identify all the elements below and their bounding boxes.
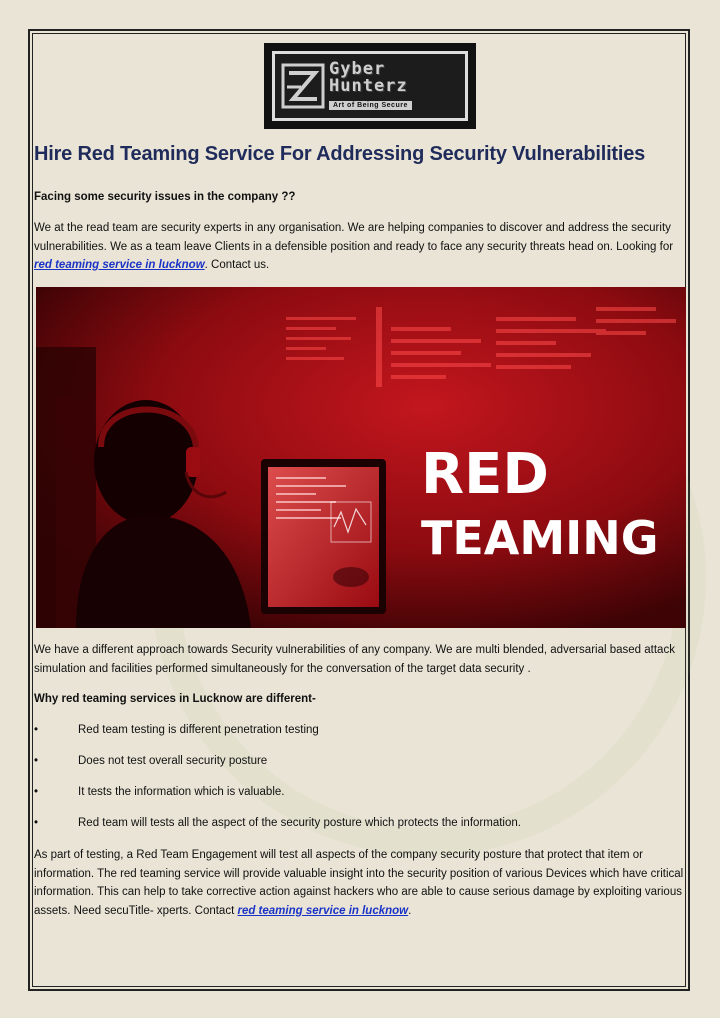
hero-headline-teaming: TEAMING: [421, 511, 659, 565]
intro-text: We at the read team are security experts in any organisation. We are helping companies to discover and address the security vulnerabilities. We as a team leave Clients in a defensible position and ready to face any security threats head on. Looking for: [34, 222, 674, 253]
logo-line1: Gyber: [329, 59, 386, 79]
intro-link[interactable]: red teaming service in lucknow: [34, 259, 205, 271]
hero-illustration: [36, 287, 686, 628]
page-title: Hire Red Teaming Service For Addressing Security Vulnerabilities: [34, 143, 646, 165]
logo-mark-icon: [281, 63, 325, 109]
logo-tagline: Art of Being Secure: [329, 101, 412, 110]
closing-text: As part of testing, a Red Team Engagement will test all aspects of the company security posture that protect that item or information. The red teaming service will provide valuable insight into the security position of various Devices which have critical information. This can help to take corrective action against hackers who are able to cause serious damage by exploiting various assets. Need secuTitle- xperts. Contact: [34, 849, 684, 917]
intro-subheading: Facing some security issues in the company ??: [34, 191, 296, 203]
bullet-icon: •: [34, 786, 39, 798]
closing-link[interactable]: red teaming service in lucknow: [237, 904, 409, 917]
intro-paragraph: [34, 219, 684, 275]
bullet-icon: •: [34, 817, 39, 829]
closing-paragraph: [34, 846, 684, 920]
hero-image: [36, 287, 686, 628]
bullet-icon: •: [34, 724, 39, 736]
closing-after: .: [408, 904, 412, 917]
bullet-icon: •: [34, 755, 39, 767]
why-heading: Why red teaming services in Lucknow are different-: [34, 693, 316, 705]
approach-paragraph: We have a different approach towards Security vulnerabilities of any company. We are multi blended, adversarial based attack simulation and facilities performed simultaneously for the conversation of the target data security .: [34, 644, 675, 675]
intro-after: . Contact us.: [204, 259, 270, 271]
logo-line2: Hunterz: [329, 76, 408, 96]
company-logo: [264, 43, 476, 129]
hero-headline-red: RED: [421, 442, 549, 507]
